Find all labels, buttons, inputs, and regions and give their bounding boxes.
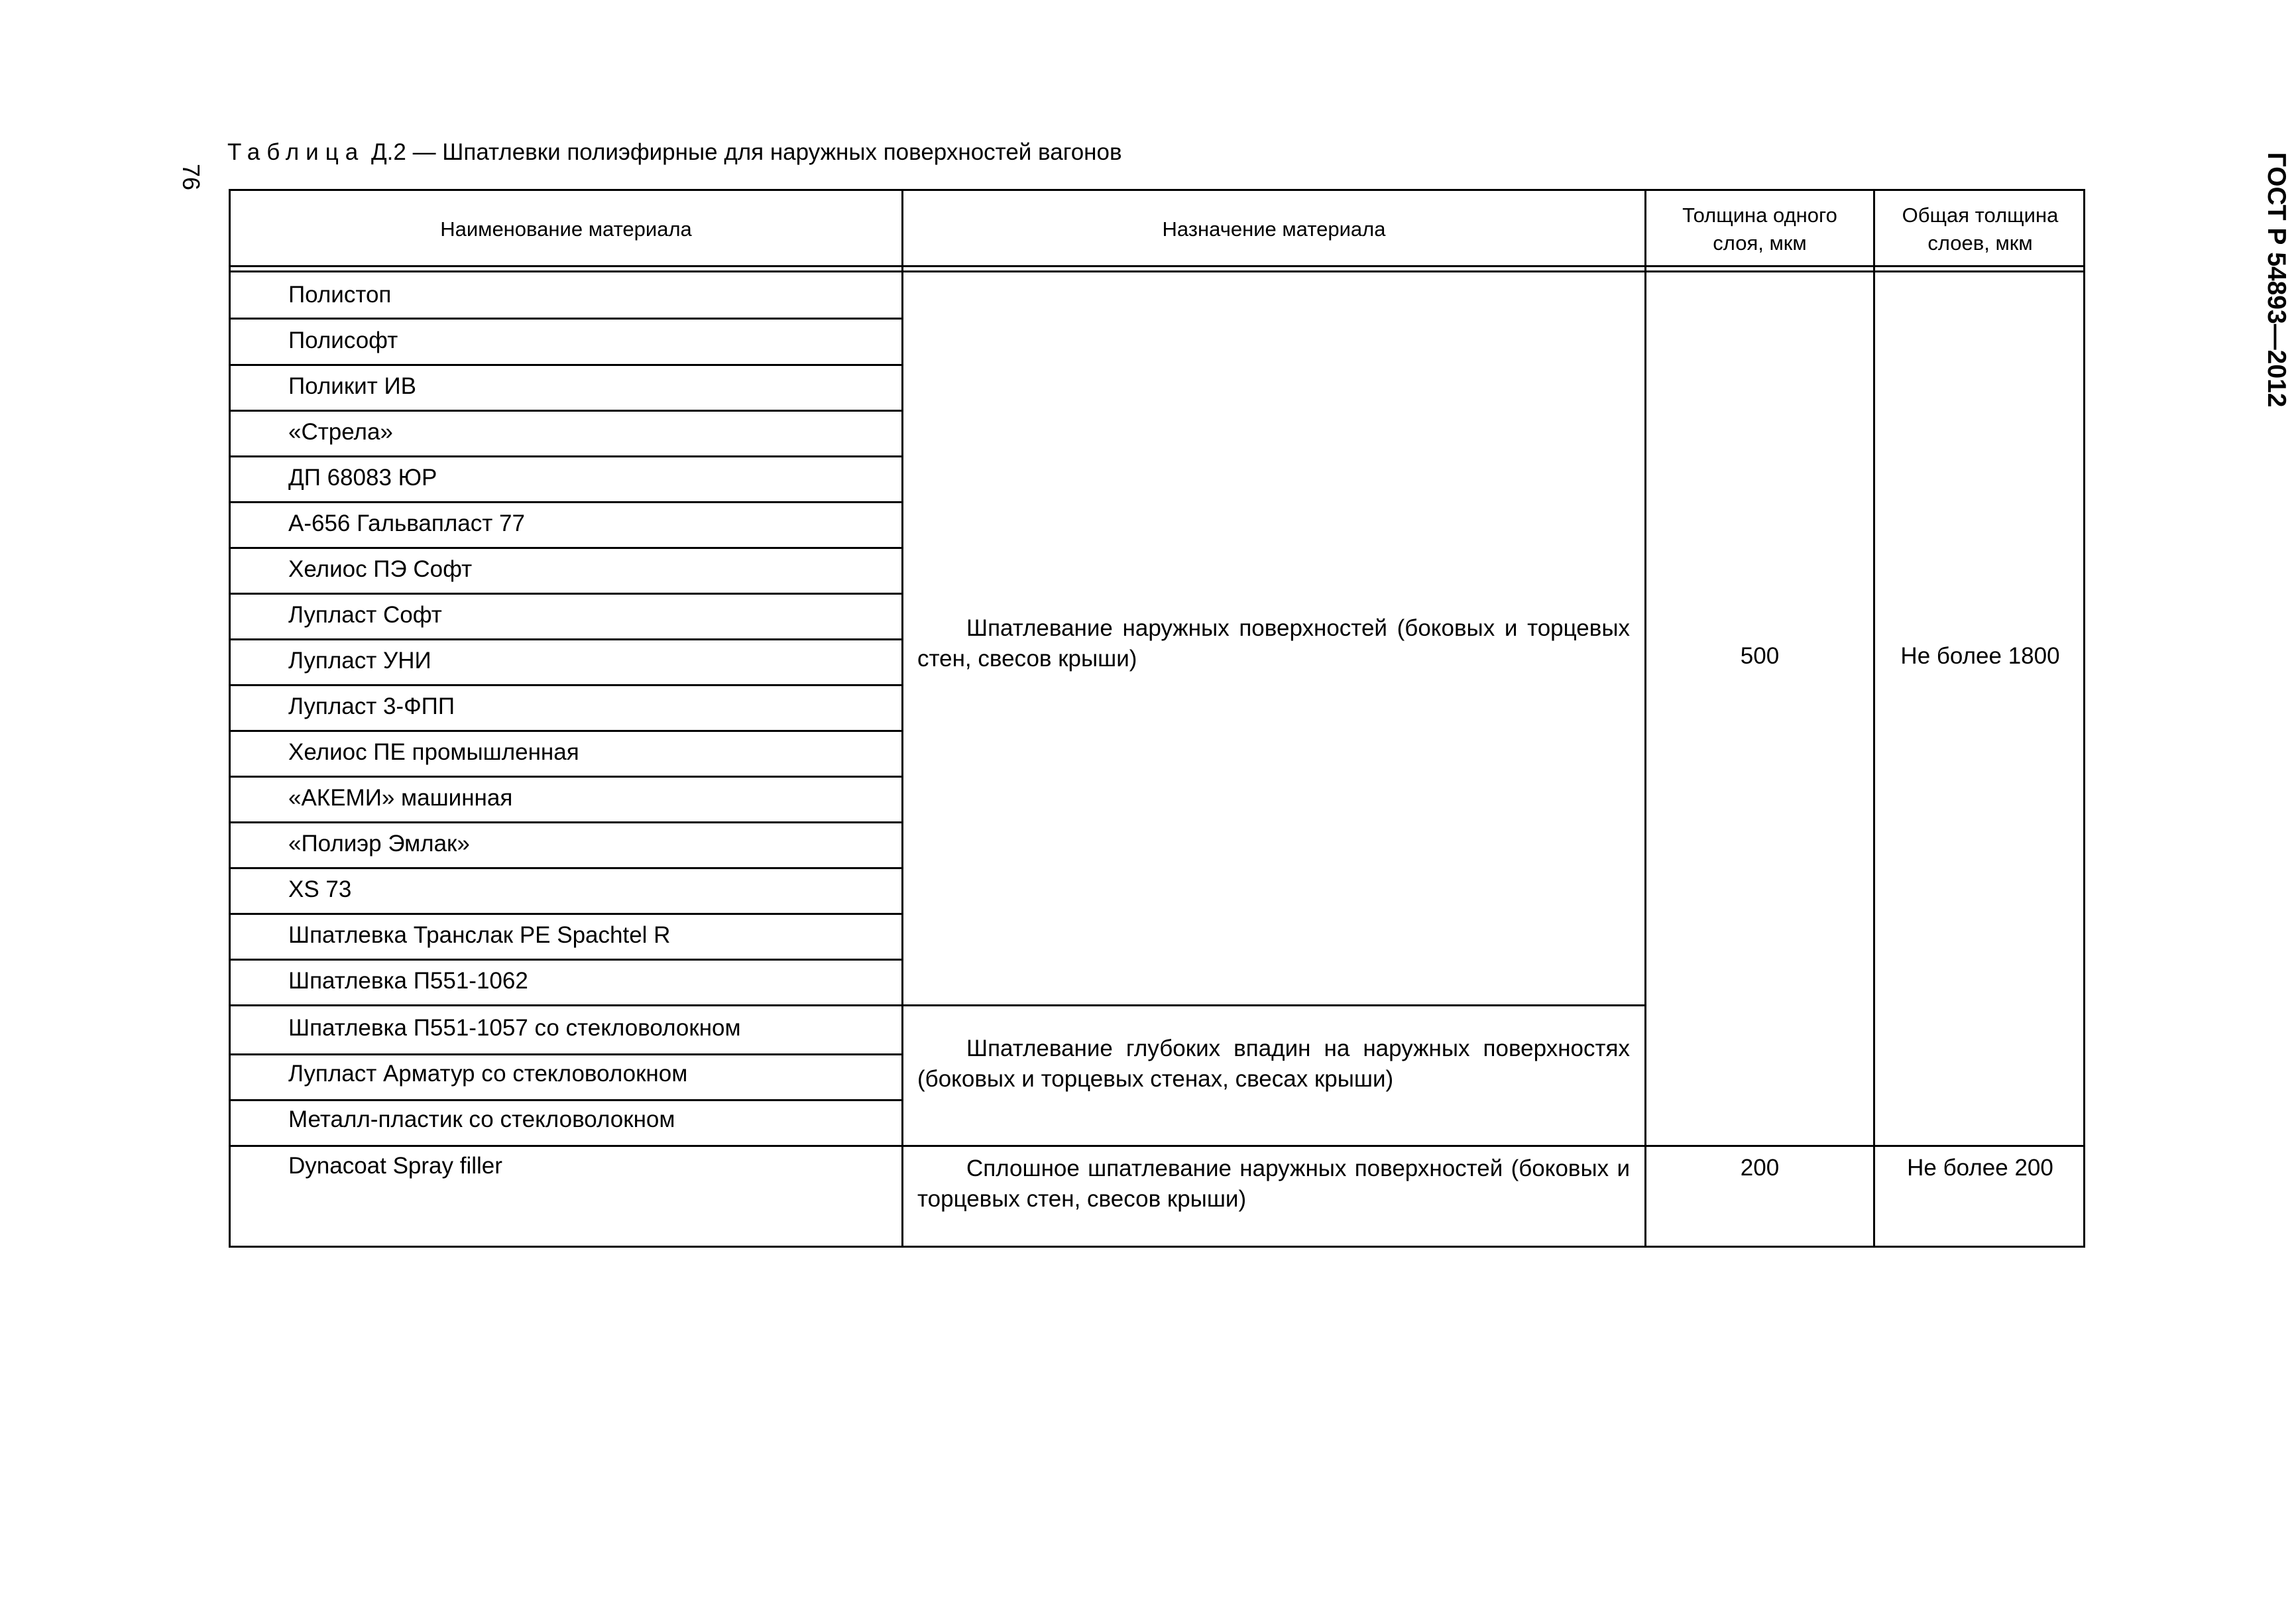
- row-divider: [231, 867, 902, 869]
- header-divider: [231, 270, 2083, 272]
- document-side-header: ГОСТ Р 54893—2012: [2262, 152, 2291, 408]
- header-total-thickness: Общая толщина слоев, мкм: [1902, 203, 2059, 255]
- header-material-name: Наименование материала: [440, 217, 692, 241]
- material-cell: А-656 Гальвапласт 77: [288, 510, 525, 536]
- material-cell: Лупласт 3-ФПП: [288, 693, 455, 719]
- material-cell: «Полиэр Эмлак»: [288, 831, 470, 857]
- purpose-cell: Сплошное шпатлевание наружных поверхностей (боковых и торцевых стен, свесов крыши): [917, 1156, 1630, 1212]
- column-divider: [901, 191, 903, 1246]
- row-divider: [231, 1053, 902, 1055]
- purpose-cell: Шпатлевание наружных поверхностей (боковых и торцевых стен, свесов крыши): [917, 615, 1630, 672]
- material-cell: Хелиос ПЕ промышленная: [288, 739, 579, 765]
- table-title-label: Таблица: [227, 139, 365, 165]
- material-cell: ДП 68083 ЮР: [288, 465, 437, 491]
- group-divider: [231, 1004, 1646, 1006]
- column-divider: [1644, 191, 1646, 1246]
- group-divider: [231, 1145, 2083, 1147]
- material-cell: Полисофт: [288, 327, 398, 353]
- material-cell: XS 73: [288, 876, 352, 902]
- material-cell: Лупласт Арматур со стекловолокном: [288, 1061, 688, 1087]
- row-divider: [231, 913, 902, 915]
- row-divider: [231, 593, 902, 595]
- layer-thickness-value: 200: [1740, 1155, 1780, 1181]
- total-thickness-value: Не более 200: [1907, 1155, 2053, 1181]
- material-cell: «Стрела»: [288, 419, 393, 445]
- row-divider: [231, 638, 902, 640]
- material-cell: «АКЕМИ» машинная: [288, 785, 513, 811]
- row-divider: [231, 776, 902, 778]
- column-divider: [1873, 191, 1875, 1246]
- purpose-cell: Шпатлевание глубоких впадин на наружных поверхностях (боковых и торцевых стенах, свесах крыши): [917, 1036, 1630, 1092]
- row-divider: [231, 547, 902, 549]
- page-number: 76: [178, 163, 205, 191]
- row-divider: [231, 318, 902, 320]
- row-divider: [231, 730, 902, 732]
- material-cell: Шпатлевка П551-1057 со стекловолокном: [288, 1015, 741, 1041]
- row-divider: [231, 684, 902, 686]
- row-divider: [231, 410, 902, 412]
- material-cell: Dynacoat Spray filler: [288, 1153, 502, 1179]
- material-cell: Лупласт УНИ: [288, 648, 431, 674]
- row-divider: [231, 1099, 902, 1101]
- row-divider: [231, 501, 902, 503]
- material-cell: Лупласт Софт: [288, 602, 442, 628]
- table-title-text: Д.2 — Шпатлевки полиэфирные для наружных поверхностей вагонов: [365, 139, 1122, 165]
- material-cell: Хелиос ПЭ Софт: [288, 556, 473, 582]
- table-title: [227, 138, 1122, 167]
- material-cell: Металл-пластик со стекловолокном: [288, 1106, 675, 1132]
- header-material-purpose: Назначение материала: [1162, 217, 1386, 241]
- materials-table: [229, 189, 2085, 1248]
- header-layer-thickness: Толщина одного слоя, мкм: [1682, 203, 1837, 255]
- row-divider: [231, 364, 902, 366]
- row-divider: [231, 455, 902, 457]
- material-cell: Шпатлевка Транслак PE Spachtel R: [288, 922, 671, 948]
- row-divider: [231, 821, 902, 823]
- row-divider: [231, 959, 902, 961]
- material-cell: Полистоп: [288, 282, 392, 308]
- total-thickness-value: Не более 1800: [1900, 643, 2060, 669]
- material-cell: Поликит ИВ: [288, 373, 416, 399]
- layer-thickness-value: 500: [1740, 643, 1780, 669]
- material-cell: Шпатлевка П551-1062: [288, 968, 528, 994]
